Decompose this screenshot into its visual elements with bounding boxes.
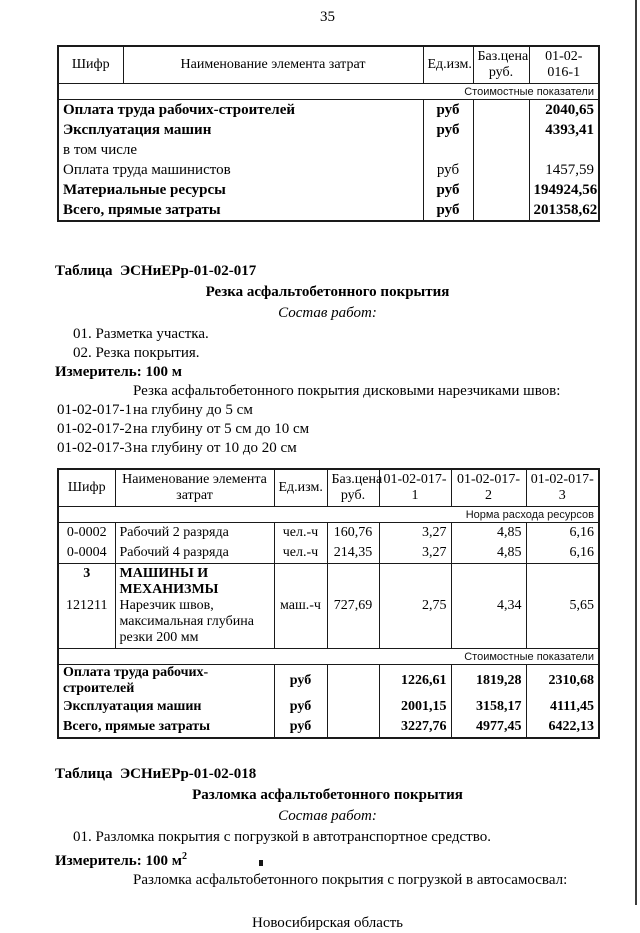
row-value: 2040,65 xyxy=(529,100,599,121)
resource-base: 160,76 xyxy=(327,523,379,544)
row-label: в том числе xyxy=(58,140,423,160)
header-cell-code: Шифр xyxy=(58,469,115,507)
region-label: Новосибирская область xyxy=(251,915,403,931)
cost-row xyxy=(58,665,599,698)
row-unit: руб xyxy=(423,180,473,200)
variant-desc: на глубину от 10 до 20 см xyxy=(133,440,297,456)
machines-group-name: МАШИНЫ И МЕХАНИЗМЫ xyxy=(119,566,219,597)
cost-v2: 4977,45 xyxy=(451,717,526,738)
resource-name: Рабочий 2 разряда xyxy=(115,523,274,544)
cost-v3: 2310,68 xyxy=(526,665,599,698)
table-row xyxy=(58,160,599,180)
header-cell-baseprice: Баз.цена руб. xyxy=(473,46,529,84)
table-header-row xyxy=(58,469,599,507)
resource-name: Рабочий 4 разряда xyxy=(115,543,274,564)
norm-label: Норма расхода ресурсов xyxy=(58,507,599,523)
page-number: 35 xyxy=(320,9,335,25)
row-label: Оплата труда машинистов xyxy=(58,160,423,180)
table-row xyxy=(58,120,599,140)
resource-v3: 6,16 xyxy=(526,543,599,564)
header-cell-baseprice: Баз.цена руб. xyxy=(327,469,379,507)
table-row xyxy=(58,180,599,200)
measure-label xyxy=(55,847,598,871)
machine-unit: маш.-ч xyxy=(274,564,327,649)
work-item: 01. Разломка покрытия с погрузкой в автотранспортное средство. xyxy=(73,829,491,845)
cost-v1: 3227,76 xyxy=(379,717,451,738)
cost-label-row xyxy=(58,649,599,665)
norm-label-row xyxy=(58,507,599,523)
row-value: 194924,56 xyxy=(529,180,599,200)
measure-label: Измеритель: 100 м xyxy=(55,364,182,380)
section-018-intro: Разломка асфальтобетонного покрытия с погрузкой в автосамосвал: xyxy=(133,872,568,888)
works-composition-label: Состав работ: xyxy=(278,808,377,824)
variant-line xyxy=(57,420,598,439)
row-value: 201358,62 xyxy=(529,200,599,221)
cost-row-unit: руб xyxy=(274,697,327,717)
table-row xyxy=(58,200,599,221)
variant-line xyxy=(57,401,598,420)
row-label: Материальные ресурсы xyxy=(58,180,423,200)
section-label-row xyxy=(58,84,599,100)
cost-v2: 3158,17 xyxy=(451,697,526,717)
machine-item-code: 121211 xyxy=(66,598,108,613)
header-cell-017-1: 01-02-017-1 xyxy=(379,469,451,507)
table-017-label: Таблица ЭСНиЕРр-01-02-017 xyxy=(55,263,257,279)
scan-edge-artifact xyxy=(635,0,637,905)
section-018-title: Разломка асфальтобетонного покрытия xyxy=(192,787,463,803)
works-composition-label: Состав работ: xyxy=(278,305,377,321)
row-label: Оплата труда рабочих-строителей xyxy=(58,100,423,121)
cost-row-unit: руб xyxy=(274,717,327,738)
cost-v2: 1819,28 xyxy=(451,665,526,698)
row-value: 4393,41 xyxy=(529,120,599,140)
machine-item-name: Нарезчик швов, максимальная глубина резки 200 мм xyxy=(119,598,254,645)
resource-v1: 3,27 xyxy=(379,523,451,544)
cost-label: Стоимостные показатели xyxy=(58,649,599,665)
table-018-label: Таблица ЭСНиЕРр-01-02-018 xyxy=(55,766,257,782)
section-017-title: Резка асфальтобетонного покрытия xyxy=(205,284,450,300)
table-row xyxy=(58,140,599,160)
cost-v3: 4111,45 xyxy=(526,697,599,717)
section-label: Стоимостные показатели xyxy=(58,84,599,100)
cost-v3: 6422,13 xyxy=(526,717,599,738)
cost-v1: 2001,15 xyxy=(379,697,451,717)
row-value: 1457,59 xyxy=(529,160,599,180)
work-item: 01. Разметка участка. xyxy=(73,326,209,342)
cost-table-016 xyxy=(57,45,600,222)
variant-line xyxy=(57,439,598,458)
header-cell-017-3: 01-02-017-3 xyxy=(526,469,599,507)
cost-row-label: Оплата труда рабочих-строителей xyxy=(58,665,274,698)
resource-unit: чел.-ч xyxy=(274,523,327,544)
header-cell-017-2: 01-02-017-2 xyxy=(451,469,526,507)
variant-code: 01-02-017-3 xyxy=(57,440,132,456)
header-cell-name: Наименование элемента затрат xyxy=(115,469,274,507)
variant-code: 01-02-017-2 xyxy=(57,421,132,437)
section-017-intro: Резка асфальтобетонного покрытия дисковыми нарезчиками швов: xyxy=(133,383,561,399)
machine-base: 727,69 xyxy=(327,564,379,649)
resource-code: 0-0004 xyxy=(58,543,115,564)
cost-row-unit: руб xyxy=(274,665,327,698)
norm-table-017 xyxy=(57,468,600,739)
resource-code: 0-0002 xyxy=(58,523,115,544)
machines-row xyxy=(58,564,599,649)
table-header-row xyxy=(58,46,599,84)
row-label: Всего, прямые затраты xyxy=(58,200,423,221)
machines-group-code: 3 xyxy=(83,566,91,581)
row-label: Эксплуатация машин xyxy=(58,120,423,140)
machine-v2: 4,34 xyxy=(451,564,526,649)
cost-row-label: Всего, прямые затраты xyxy=(58,717,274,738)
table-row xyxy=(58,100,599,121)
resource-unit: чел.-ч xyxy=(274,543,327,564)
resource-v2: 4,85 xyxy=(451,523,526,544)
machine-v3: 5,65 xyxy=(526,564,599,649)
header-cell-name: Наименование элемента затрат xyxy=(123,46,423,84)
resource-row xyxy=(58,523,599,544)
row-unit: руб xyxy=(423,100,473,121)
header-cell-unit: Ед.изм. xyxy=(274,469,327,507)
measure-text: Измеритель: 100 м xyxy=(55,853,182,869)
machine-v1: 2,75 xyxy=(379,564,451,649)
resource-base: 214,35 xyxy=(327,543,379,564)
variant-desc: на глубину до 5 см xyxy=(133,402,253,418)
cost-row xyxy=(58,717,599,738)
cost-row-label: Эксплуатация машин xyxy=(58,697,274,717)
header-cell-code: Шифр xyxy=(58,46,123,84)
variant-code: 01-02-017-1 xyxy=(57,402,132,418)
resource-v1: 3,27 xyxy=(379,543,451,564)
resource-row xyxy=(58,543,599,564)
measure-superscript: 2 xyxy=(181,851,187,862)
cost-v1: 1226,61 xyxy=(379,665,451,698)
header-cell-016-1: 01-02-016-1 xyxy=(529,46,599,84)
header-cell-unit: Ед.изм. xyxy=(423,46,473,84)
resource-v3: 6,16 xyxy=(526,523,599,544)
page-content xyxy=(57,8,598,933)
row-unit: руб xyxy=(423,120,473,140)
row-unit: руб xyxy=(423,200,473,221)
resource-v2: 4,85 xyxy=(451,543,526,564)
cost-row xyxy=(58,697,599,717)
work-item: 02. Резка покрытия. xyxy=(73,345,200,361)
row-unit: руб xyxy=(423,160,473,180)
variant-desc: на глубину от 5 см до 10 см xyxy=(133,421,310,437)
